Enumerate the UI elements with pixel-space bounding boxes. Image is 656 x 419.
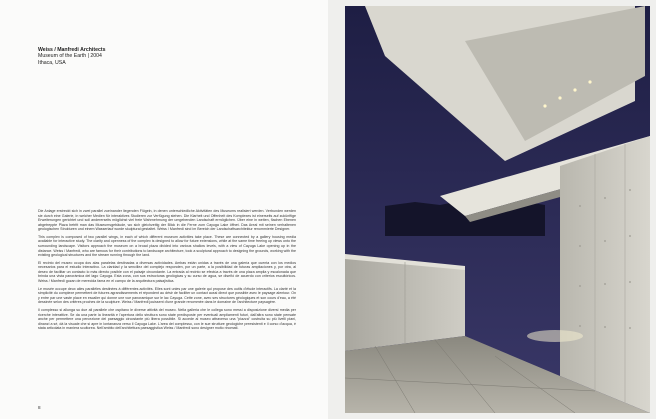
architect-title: Weiss / Manfredi Architects (38, 47, 106, 53)
project-header (38, 47, 298, 66)
soffit-light (573, 88, 576, 91)
paragraph-german: Die Anlage erstreckt sich in zwei parallel zueinander liegenden Flügeln, in denen unterschiedliche Aktivitäten des Museums realisiert werden. Verbunden werden sie durch eine Galerie, in welcher Medien für interaktives Studieren zur Verfügung stehen. Die Klarheit und Offenheit des Komplexes ist einerseits auf zukünftige Erweiterungen gerichtet und soll andererseits möglichst viel freie Wahrnehmung der umgebenden Landschaft ermöglichen. Über eine in weiten, flachen Ebenen abgetreppte Plaza betritt man das Museumsgebäude, wo sich gleichzeitig der Blick in die Ferne zum Cayuga Lake öffnet. Das Areal mit seinen verhaltenen geologischen Strukturen und einem Wasserlauf wurde skulptural gestaltet. Weiss / Manfredi sind im Bereich der Landschaftsarchitektur renommierte Designer. (38, 209, 296, 232)
paragraph-italian: Il complesso si allunga su due ali parallele che ospitano le diverse attività del museo. Nella galleria che le collega sono messi a disposizione diversi media per ricerche interattive. Se da una parte la linearità e l'apertura dello struttura sono state predisposte per eventuali ampliamenti futuri, dall'altra sono state pensate anche per permettere una percezione del paesaggio circostante più libera possibile. Si accede al museo attraverso una "piazza" costruita su più livelli piani, dinanzi a sé, dà la visuale che si apre in lontananza verso il Cayuga Lake. L'area del complesso, con le sue strutture geologiche preesistenti e il corso d'acqua, è stata articolata in maniera scultorea. Nell'ambito dell'architettura paesaggistica Weiss / Manfredi sono designer molto rinomati. (38, 308, 296, 331)
paragraph-english: This complex is composed of two parallel wings, in each of which different museum activities take place. These are connected by a gallery housing media available for interactive study. The clarity and openness of the complex is designed to allow for future extensions, while at the same time freeing up views onto the surrounding landscape. Visitors approach the museum on a broad plaza divided into various shallow levels, with a view of Cayuga Lake opening up in the distance. Weiss / Manfredi, who are famous for their contributions to landscape architecture, took a sculptural approach to designing the grounds, working with the existing geological structures and the stream running through the land. (38, 234, 296, 258)
right-concrete-wall (560, 136, 650, 413)
project-line: Museum of the Earth | 2004 (38, 53, 102, 60)
paragraph-spanish: El recinto del museo ocupa dos alas paralelas destinadas a diversas actividades. Ambas están unidas a través de una galería que cuenta con los medios necesarios para el estudio interactivo. La claridad y la sencillez del complejo responden, por un parte, a la posibilidad de futuras ampliaciones y, por otra, al deseo de facilitar un contacto lo más directo posible con el paisaje circundante. La entrada al recinto se efectúa a través de una plaza amplia y escalonada que brinda una vista panorámica del lago Cayuga. Esta zona, con sus estructuras geológicas y su curso de agua, se diseñó de acuerdo con criterios escultóricos. Weiss / Manfredi gozan de merecida fama en el campo de la arquitectura paisajística. (38, 260, 296, 284)
photo-illustration (345, 6, 650, 413)
soffit-light (558, 96, 561, 99)
soffit-light (543, 104, 546, 107)
architecture-photo (345, 6, 650, 413)
body-text (38, 209, 296, 334)
paragraph-french: Le musée occupe deux ailes parallèles destinées à différentes activités. Elles sont unies par une galerie qui propose des outils d'étude interactifs. La clarté et la simplicité du complexe permettent de futures agrandissements et répondent au désir de faciliter un contact aussi direct que possible avec le paysage alentour. On y entre par une vaste place en escalier qui donne une vue panoramique sur le lac Cayuga. Cette zone, avec ses structures géologiques et son cours d'eau, a été dessinée selon des critères proches de la sculpture. Weiss / Manfredi jouissent d'une grande renommée dans le domaine de l'architecture paysagère. (38, 286, 296, 305)
page-number: 8 (38, 405, 41, 410)
project-location: Ithaca, USA (38, 59, 66, 66)
soffit-light (588, 80, 591, 83)
ground-light-glow (527, 330, 583, 342)
